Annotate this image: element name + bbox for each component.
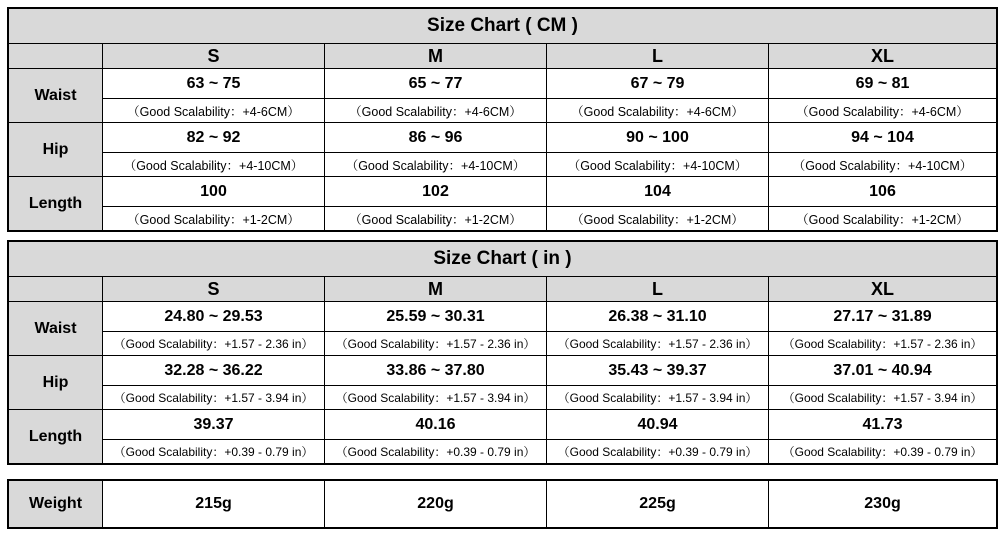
cell-note: （Good Scalability：+0.39 - 0.79 in） — [782, 445, 983, 459]
cell-value: 82 ~ 92 — [103, 123, 324, 153]
cell-value: 67 ~ 79 — [547, 69, 768, 99]
cell-note: （Good Scalability：+1.57 - 2.36 in） — [335, 337, 536, 351]
cell-value: 25.59 ~ 30.31 — [325, 302, 546, 332]
cell-note: （Good Scalability：+0.39 - 0.79 in） — [335, 445, 536, 459]
cell-value: 102 — [325, 177, 546, 207]
table-cell — [547, 177, 769, 230]
cell-value: 94 ~ 104 — [769, 123, 996, 153]
weight-cell-xl: 230g — [864, 495, 901, 512]
table-cell — [769, 356, 996, 409]
size-header-row — [9, 277, 996, 302]
cell-value: 26.38 ~ 31.10 — [547, 302, 768, 332]
table-cell — [547, 69, 769, 122]
size-chart-in-table — [7, 240, 998, 465]
size-header-s: S — [103, 44, 325, 68]
cell-note: （Good Scalability：+4-10CM） — [345, 158, 526, 173]
table-row-waist — [9, 69, 996, 123]
table-row-length — [9, 410, 996, 463]
cell-note: （Good Scalability：+4-6CM） — [127, 104, 300, 119]
row-label: Hip — [9, 356, 103, 409]
row-label: Waist — [9, 69, 103, 122]
table-cell — [103, 69, 325, 122]
cell-value: 63 ~ 75 — [103, 69, 324, 99]
cell-value: 86 ~ 96 — [325, 123, 546, 153]
table-cell — [769, 123, 996, 176]
cell-value: 106 — [769, 177, 996, 207]
cell-value: 104 — [547, 177, 768, 207]
table-cell — [103, 302, 325, 355]
table-cell — [547, 123, 769, 176]
cell-note: （Good Scalability：+1.57 - 3.94 in） — [335, 391, 536, 405]
table-row-weight — [9, 481, 996, 527]
cell-note: （Good Scalability：+1.57 - 2.36 in） — [782, 337, 983, 351]
cell-note: （Good Scalability：+4-6CM） — [349, 104, 522, 119]
cell-note: （Good Scalability：+4-10CM） — [792, 158, 973, 173]
weight-cell-s: 215g — [103, 481, 325, 527]
cell-value: 27.17 ~ 31.89 — [769, 302, 996, 332]
cell-note: （Good Scalability：+4-10CM） — [123, 158, 304, 173]
row-label: Length — [9, 410, 103, 463]
size-header-xl: XL — [769, 277, 996, 301]
cell-note: （Good Scalability：+1-2CM） — [127, 212, 300, 227]
cell-value: 40.16 — [325, 410, 546, 440]
size-chart-in-title: Size Chart ( in ) — [9, 242, 996, 277]
cell-note: （Good Scalability：+0.39 - 0.79 in） — [557, 445, 758, 459]
table-cell — [325, 302, 547, 355]
size-header-s: S — [103, 277, 325, 301]
cell-value: 35.43 ~ 39.37 — [547, 356, 768, 386]
table-cell — [325, 69, 547, 122]
table-cell — [547, 410, 769, 463]
table-cell — [547, 302, 769, 355]
table-cell — [103, 123, 325, 176]
table-cell — [103, 410, 325, 463]
cell-note: （Good Scalability：+1-2CM） — [571, 212, 744, 227]
cell-value: 41.73 — [769, 410, 996, 440]
row-label: Weight — [9, 481, 103, 527]
table-cell — [325, 123, 547, 176]
table-cell — [325, 356, 547, 409]
row-label: Waist — [9, 302, 103, 355]
cell-note: （Good Scalability：+4-6CM） — [796, 104, 969, 119]
cell-note: （Good Scalability：+1.57 - 2.36 in） — [113, 337, 314, 351]
table-cell — [769, 410, 996, 463]
table-cell — [103, 356, 325, 409]
cell-note: （Good Scalability：+1.57 - 2.36 in） — [557, 337, 758, 351]
weight-cell-m: 220g — [325, 481, 547, 527]
size-header-xl: XL — [769, 44, 996, 68]
header-corner — [9, 277, 103, 301]
cell-note: （Good Scalability：+1.57 - 3.94 in） — [557, 391, 758, 405]
cell-value: 24.80 ~ 29.53 — [103, 302, 324, 332]
cell-value: 39.37 — [103, 410, 324, 440]
size-header-l: L — [547, 277, 769, 301]
cell-value: 65 ~ 77 — [325, 69, 546, 99]
row-label: Length — [9, 177, 103, 230]
row-label: Hip — [9, 123, 103, 176]
table-cell — [769, 177, 996, 230]
size-chart-cm-title: Size Chart ( CM ) — [9, 9, 996, 44]
cell-value: 40.94 — [547, 410, 768, 440]
table-row-hip — [9, 356, 996, 410]
size-header-l: L — [547, 44, 769, 68]
table-row-hip — [9, 123, 996, 177]
header-corner — [9, 44, 103, 68]
table-cell — [769, 302, 996, 355]
cell-note: （Good Scalability：+1-2CM） — [349, 212, 522, 227]
cell-note: （Good Scalability：+1.57 - 3.94 in） — [782, 391, 983, 405]
cell-note: （Good Scalability：+4-6CM） — [571, 104, 744, 119]
table-cell — [769, 69, 996, 122]
weight-table — [7, 479, 998, 529]
table-row-length — [9, 177, 996, 230]
cell-value: 90 ~ 100 — [547, 123, 768, 153]
cell-note: （Good Scalability：+1-2CM） — [796, 212, 969, 227]
cell-value: 33.86 ~ 37.80 — [325, 356, 546, 386]
cell-note: （Good Scalability：+0.39 - 0.79 in） — [113, 445, 314, 459]
table-row-waist — [9, 302, 996, 356]
cell-note: （Good Scalability：+4-10CM） — [567, 158, 748, 173]
cell-note: （Good Scalability：+1.57 - 3.94 in） — [113, 391, 314, 405]
cell-value: 32.28 ~ 36.22 — [103, 356, 324, 386]
cell-value: 69 ~ 81 — [769, 69, 996, 99]
table-cell — [325, 177, 547, 230]
table-cell — [547, 356, 769, 409]
cell-value: 100 — [103, 177, 324, 207]
size-header-m: M — [325, 277, 547, 301]
size-header-m: M — [325, 44, 547, 68]
table-cell — [325, 410, 547, 463]
weight-cell-l: 225g — [547, 481, 769, 527]
cell-value: 37.01 ~ 40.94 — [769, 356, 996, 386]
size-chart-cm-table — [7, 7, 998, 232]
table-cell — [103, 177, 325, 230]
size-header-row — [9, 44, 996, 69]
